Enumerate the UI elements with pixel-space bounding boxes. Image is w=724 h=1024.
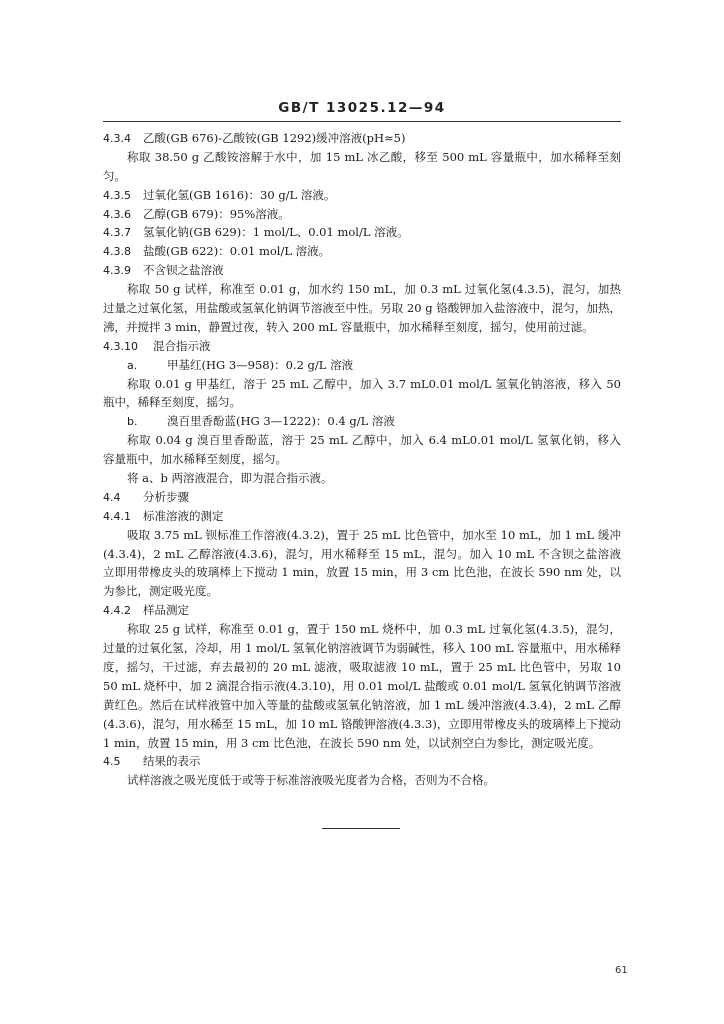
- paragraph-line: 称取 0.01 g 甲基红，溶于 25 mL 乙醇中，加入 3.7 mL0.01 mol/L 氢氧化钠溶液，移入 50: [127, 376, 621, 391]
- document-body: [103, 129, 621, 790]
- clause-number: 4.3.9: [103, 264, 131, 278]
- item-marker: a.: [127, 358, 138, 372]
- clause-4-5: [103, 752, 621, 771]
- clause-4-4-1: [103, 507, 621, 526]
- item-b: [103, 412, 621, 431]
- paragraph-line: 度，摇匀，干过滤，弃去最初的 20 mL 滤液，吸取滤液 10 mL，置于 25 mL 比色管中，另取 10: [103, 659, 621, 674]
- paragraph-line: 黄红色。然后在试样液管中加入等量的盐酸或氢氧化钠溶液，加 1 mL 缓冲溶液(4.3.4)，2 mL 乙醇: [103, 697, 621, 712]
- clause-number: 4.3.4: [103, 132, 131, 145]
- clause-number: 4.3.5: [103, 188, 131, 202]
- paragraph-line: 称取 50 g 试样，称准至 0.01 g，加水约 150 mL，加 0.3 mL 过氧化氢(4.3.5)，混匀，加热: [127, 282, 621, 297]
- clause-title: 结果的表示: [143, 754, 201, 769]
- end-of-standard-rule: [322, 828, 400, 829]
- clause-number: 4.3.8: [103, 245, 131, 259]
- clause-4-3-6: [103, 205, 621, 224]
- item-a: [103, 356, 621, 375]
- clause-4-3-10: [103, 337, 621, 356]
- clause-4-3-8: [103, 242, 621, 261]
- clause-number: 4.5: [103, 755, 121, 769]
- clause-number: 4.4.1: [103, 509, 131, 523]
- clause-title: 样品测定: [143, 603, 189, 618]
- paragraph-line: (4.3.4)，2 mL 乙醇溶液(4.3.6)，混匀，用水稀释至 15 mL，混匀。加入 10 mL 不含钡之盐溶液: [103, 546, 621, 561]
- clause-title: 标准溶液的测定: [143, 508, 224, 523]
- clause-number: 4.3.10: [103, 339, 138, 353]
- paragraph-line: 称取 25 g 试样，称准至 0.01 g，置于 150 mL 烧杯中，加 0.3 mL 过氧化氢(4.3.5)，混匀，: [127, 622, 621, 637]
- paragraph-line: 瓶中，稀释至刻度，摇匀。: [103, 395, 241, 410]
- paragraph-line: 容量瓶中，加水稀释至刻度，摇匀。: [103, 452, 287, 467]
- paragraph-line: 1 min，放置 15 min，用 3 cm 比色池，在波长 590 nm 处，以试剂空白为参比，测定吸光度。: [103, 735, 601, 750]
- header-divider: [103, 121, 621, 122]
- paragraph-line: 称取 38.50 g 乙酸铵溶解于水中，加 15 mL 冰乙酸，移至 500 mL 容量瓶中，加水稀释至刻: [127, 149, 621, 164]
- paragraph-line: 试样溶液之吸光度低于或等于标准溶液吸光度者为合格，否则为不合格。: [127, 773, 495, 788]
- clause-4-3-5: [103, 186, 621, 205]
- clause-title: 分析步骤: [143, 489, 189, 504]
- paragraph-line: 为参比，测定吸光度。: [103, 584, 218, 599]
- paragraph-line: 立即用带橡皮头的玻璃棒上下搅动 1 min，放置 15 min，用 3 cm 比色池，在波长 590 nm 处，以: [103, 565, 621, 580]
- paragraph-line: 过量的过氧化氢，冷却，用 1 mol/L 氢氧化钠溶液调节为弱碱性，移入 100 mL 容量瓶中，用水稀释: [103, 641, 621, 656]
- clause-title: 乙酸(GB 676)-乙酸铵(GB 1292)缓冲溶液(pH≈5): [143, 131, 406, 145]
- paragraph-line: 吸取 3.75 mL 钡标准工作溶液(4.3.2)，置于 25 mL 比色管中，加水至 10 mL，加 1 mL 缓冲: [127, 527, 621, 542]
- clause-number: 4.3.7: [103, 226, 131, 240]
- clause-number: 4.4.2: [103, 604, 131, 618]
- item-title: 甲基红(HG 3—958)：0.2 g/L 溶液: [167, 357, 354, 372]
- clause-title: 盐酸(GB 622)：0.01 mol/L 溶液。: [143, 244, 331, 259]
- clause-4-4-2: [103, 601, 621, 620]
- item-title: 溴百里香酚蓝(HG 3—1222)：0.4 g/L 溶液: [167, 414, 395, 429]
- clause-4-3-4: [103, 129, 621, 148]
- clause-4-4: [103, 488, 621, 507]
- paragraph-line: 沸，并搅拌 3 min，静置过夜，转入 200 mL 容量瓶中，加水稀释至刻度，摇匀，使用前过滤。: [103, 319, 594, 334]
- paragraph-line: 50 mL 烧杯中，加 2 滴混合指示液(4.3.10)，用 0.01 mol/L 盐酸或 0.01 mol/L 氢氧化钠调节溶液: [103, 678, 621, 693]
- clause-4-3-7: [103, 223, 621, 242]
- clause-title: 乙醇(GB 679)：95%溶液。: [143, 206, 290, 221]
- clause-4-3-9: [103, 261, 621, 280]
- page-number: 61: [615, 965, 628, 976]
- clause-title: 不含钡之盐溶液: [143, 263, 224, 278]
- clause-title: 过氧化氢(GB 1616)：30 g/L 溶液。: [143, 187, 336, 202]
- paragraph-line: 过量之过氧化氢，用盐酸或氢氧化钠调节溶液至中性。另取 20 g 铬酸钾加入盐溶液中，混匀，加热，: [103, 301, 621, 316]
- item-marker: b.: [127, 415, 138, 429]
- clause-number: 4.3.6: [103, 207, 131, 221]
- standard-code-header: GB/T 13025.12—94: [278, 100, 446, 116]
- clause-title: 混合指示液: [153, 338, 211, 353]
- clause-title: 氢氧化钠(GB 629)：1 mol/L、0.01 mol/L 溶液。: [143, 225, 409, 240]
- clause-number: 4.4: [103, 490, 121, 504]
- paragraph-line: (4.3.6)，混匀，用水稀至 15 mL，加 10 mL 铬酸钾溶液(4.3.3)，立即用带橡皮头的玻璃棒上下搅动: [103, 716, 621, 731]
- paragraph-line: 称取 0.04 g 溴百里香酚蓝，溶于 25 mL 乙醇中，加入 6.4 mL0.01 mol/L 氢氧化钠，移入: [127, 433, 621, 448]
- paragraph-line: 将 a、b 两溶液混合，即为混合指示液。: [127, 471, 333, 486]
- paragraph-line: 匀。: [103, 168, 126, 183]
